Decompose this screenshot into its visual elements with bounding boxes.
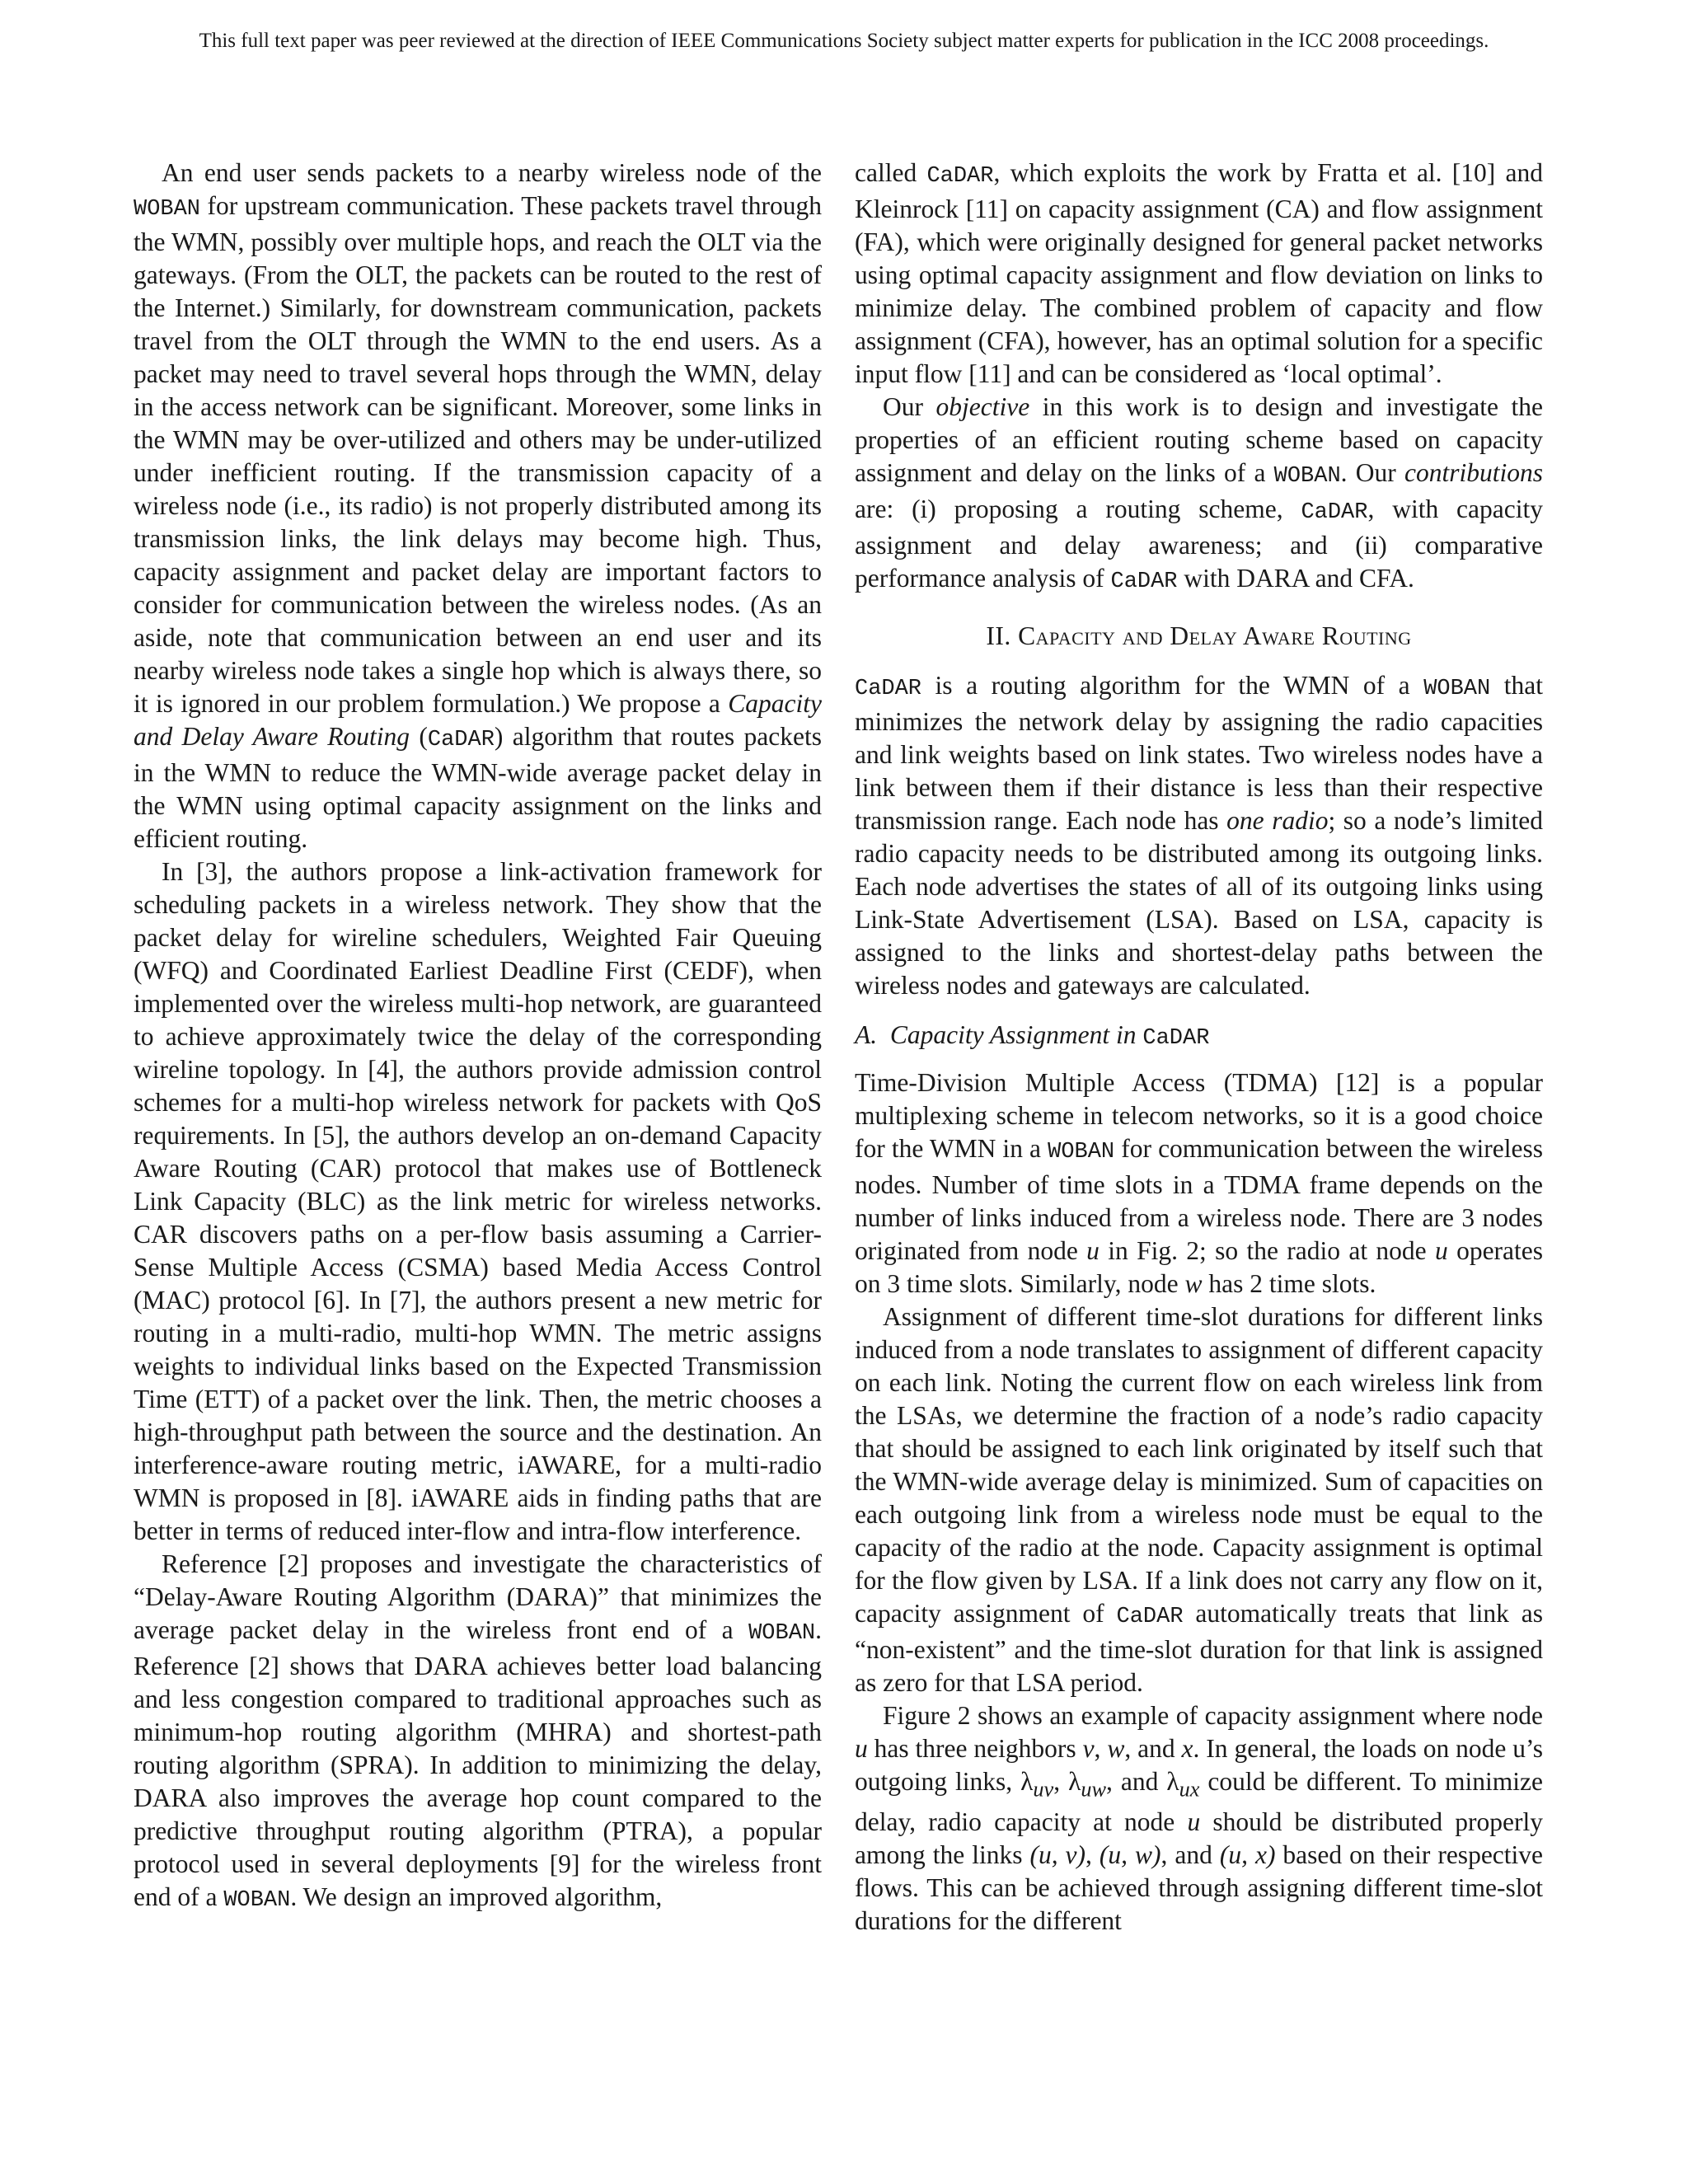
paragraph: CaDAR is a routing algorithm for the WMN of a WOBAN that minimizes the network delay by assigning the radio capacities and link weights based on link states. Two wireless nodes have a link between them if their distance is less than their respective transmission range. Each node has one radio; so a node’s limited radio capacity needs to be distributed among its outgoing links. Each node advertises the states of all of its outgoing links using Link-State Advertisement (LSA). Based on LSA, capacity is assigned to the links and shortest-delay paths between the wireless nodes and gateways are calculated. bbox=[855, 671, 1543, 1000]
left-column bbox=[134, 157, 822, 1917]
paragraph: In [3], the authors propose a link-activation framework for scheduling packets in a wireless network. They show that the packet delay for wireline schedulers, Weighted Fair Queuing (WFQ) and Coordinated Earliest Deadline First (CEDF), when implemented over the wireless multi-hop network, are guaranteed to achieve approximately twice the delay of the corresponding wireline topology. In [4], the authors provide admission control schemes for a multi-hop wireless network for packets with QoS requirements. In [5], the authors develop an on-demand Capacity Aware Routing (CAR) protocol that makes use of Bottleneck Link Capacity (BLC) as the link metric for wireless networks. CAR discovers paths on a per-flow basis assuming a Carrier-Sense Multiple Access (CSMA) based Media Access Control (MAC) protocol [6]. In [7], the authors present a new metric for routing in a multi-radio, multi-hop WMN. The metric assigns weights to individual links based on the Expected Transmission Time (ETT) of a packet over the link. Then, the metric chooses a high-throughput path between the source and the destination. An interference-aware routing metric, iAWARE, for a multi-radio WMN is proposed in [8]. iAWARE aids in finding paths that are better in terms of reduced inter-flow and intra-flow interference. bbox=[134, 857, 822, 1545]
paragraph: called CaDAR, which exploits the work by Fratta et al. [10] and Kleinrock [11] on capacity assignment (CA) and flow assignment (FA), which were originally designed for general packet networks using optimal capacity assignment and flow deviation on links to minimize delay. The combined problem of capacity and flow assignment (CFA), however, has an optimal solution for a specific input flow [11] and can be considered as ‘local optimal’. bbox=[855, 158, 1543, 388]
paragraph: Figure 2 shows an example of capacity assignment where node u has three neighbors v, w, and x. In general, the loads on node u’s outgoing links, $\lambda_{uv}$, $\lambda_{uw}$, and $\lambda_{ux}$ could be different. To minimize delay, radio capacity at node u should be distributed properly among the links (u, v), (u, w), and (u, x) based on their respective flows. This can be achieved through assigning different time-slot durations for the different bbox=[855, 1701, 1544, 1936]
paragraph: Our objective in this work is to design and investigate the properties of an efficient routing scheme based on capacity assignment and delay on the links of a WOBAN. Our contributions are: (i) proposing a routing scheme, CaDAR, with capacity assignment and delay awareness; and (ii) comparative performance analysis of CaDAR with DARA and CFA. bbox=[855, 392, 1543, 594]
right-column bbox=[855, 157, 1543, 1938]
paragraph: Time-Division Multiple Access (TDMA) [12] is a popular multiplexing scheme in telecom networks, so it is a good choice for the WMN in a WOBAN for communication between the wireless nodes. Number of time slots in a TDMA frame depends on the number of links induced from a wireless node. There are 3 nodes originated from node u in Fig. 2; so the radio at node u operates on 3 time slots. Similarly, node w has 2 time slots. bbox=[855, 1068, 1544, 1298]
page-header: This full text paper was peer reviewed at the direction of IEEE Communications Society subject matter experts for publication in the ICC 2008 proceedings. bbox=[199, 30, 1489, 52]
section-title: II. Capacity and Delay Aware Routing bbox=[986, 621, 1412, 650]
paragraph: Reference [2] proposes and investigate the characteristics of “Delay-Aware Routing Algorithm (DARA)” that minimizes the average packet delay in the wireless front end of a WOBAN. Reference [2] shows that DARA achieves better load balancing and less congestion compared to traditional approaches such as minimum-hop routing algorithm (MHRA) and shortest-path routing algorithm (SPRA). In addition to minimizing the delay, DARA also improves the average hop count compared to the predictive throughput routing algorithm (PTRA), a popular protocol used in several deployments [9] for the wireless front end of a WOBAN. We design an improved algorithm, bbox=[134, 1549, 822, 1913]
subsection-title: A. Capacity Assignment in CaDAR bbox=[855, 1020, 1210, 1051]
paragraph: Assignment of different time-slot durations for different links induced from a node translates to assignment of different capacity on each link. Noting the current flow on each wireless link from the LSAs, we determine the fraction of a node’s radio capacity that should be assigned to each link originated by itself such that the WMN-wide average delay is minimized. Sum of capacities on each outgoing link from a wireless node must be equal to the capacity of the radio at the node. Capacity assignment is optimal for the flow given by LSA. If a link does not carry any flow on it, capacity assignment of CaDAR automatically treats that link as “non-existent” and the time-slot duration for that link is assigned as zero for that LSA period. bbox=[855, 1302, 1543, 1697]
paragraph: An end user sends packets to a nearby wireless node of the WOBAN for upstream communication. These packets travel through the WMN, possibly over multiple hops, and reach the OLT via the gateways. (From the OLT, the packets can be routed to the rest of the Internet.) Similarly, for downstream communication, packets travel from the OLT through the WMN to the end users. As a packet may need to travel several hops through the WMN, delay in the access network can be significant. Moreover, some links in the WMN may be over-utilized and others may be under-utilized under inefficient routing. If the transmission capacity of a wireless node (i.e., its radio) is not properly distributed among its transmission links, the link delays may become high. Thus, capacity assignment and packet delay are important factors to consider for communication between the wireless nodes. (As an aside, note that communication between an end user and its nearby wireless node takes a single hop which is always there, so it is ignored in our problem formulation.) We propose a Capacity and Delay Aware Routing (CaDAR) algorithm that routes packets in the WMN to reduce the WMN-wide average packet delay in the WMN using optimal capacity assignment on the links and efficient routing. bbox=[134, 158, 822, 853]
